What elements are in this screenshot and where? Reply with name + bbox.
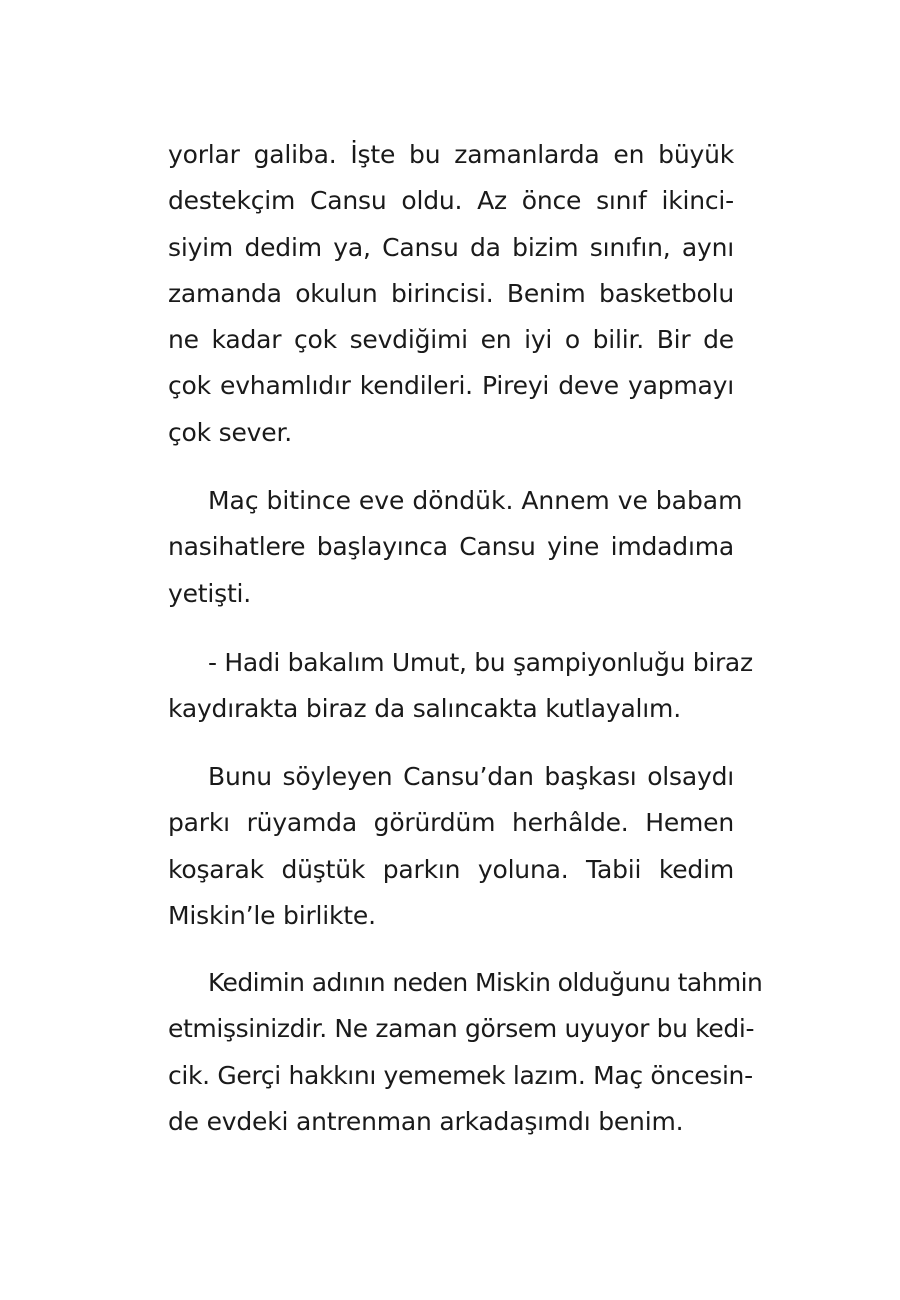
text-line: etmişsinizdir. Ne zaman görsem uyuyor bu kedi- — [168, 1014, 755, 1044]
text-line: parkı rüyamda görürdüm herhâlde. Hemen — [168, 808, 734, 838]
text-line: yorlar galiba. İşte bu zamanlarda en büyük — [168, 140, 734, 169]
text-line: çok evhamlıdır kendileri. Pireyi deve yapmayı — [168, 371, 734, 401]
text-line: cik. Gerçi hakkını yememek lazım. Maç öncesin- — [168, 1060, 753, 1090]
text-line: de evdeki antrenman arkadaşımdı benim. — [168, 1106, 684, 1136]
text-line: destekçim Cansu oldu. Az önce sınıf ikinci- — [168, 186, 734, 216]
text-line: kaydırakta biraz da salıncakta kutlayalım. — [168, 694, 681, 724]
text-line: nasihatlere başlayınca Cansu yine imdadıma — [168, 532, 734, 562]
text-line: Bunu söyleyen Cansu’dan başkası olsaydı — [208, 762, 734, 791]
paragraph-2 — [168, 478, 743, 617]
text-line: Maç bitince eve döndük. Annem ve babam — [208, 486, 743, 515]
text-line: - Hadi bakalım Umut, bu şampiyonluğu biraz — [208, 648, 753, 677]
text-line: zamanda okulun birincisi. Benim basketbolu — [168, 278, 734, 308]
text-line: siyim dedim ya, Cansu da bizim sınıfın, aynı — [168, 232, 734, 262]
text-line: ne kadar çok sevdiğimi en iyi o bilir. Bir de — [168, 325, 734, 355]
paragraph-3 — [168, 640, 753, 733]
paragraph-5 — [168, 960, 763, 1145]
text-line: koşarak düştük parkın yoluna. Tabii kedim — [168, 854, 734, 884]
text-line: yetişti. — [168, 578, 252, 608]
paragraph-4 — [168, 754, 734, 939]
paragraph-1 — [168, 132, 734, 456]
text-line: çok sever. — [168, 417, 292, 447]
text-line: Miskin’le birlikte. — [168, 900, 376, 930]
text-line: Kedimin adının neden Miskin olduğunu tahmin — [208, 968, 763, 997]
